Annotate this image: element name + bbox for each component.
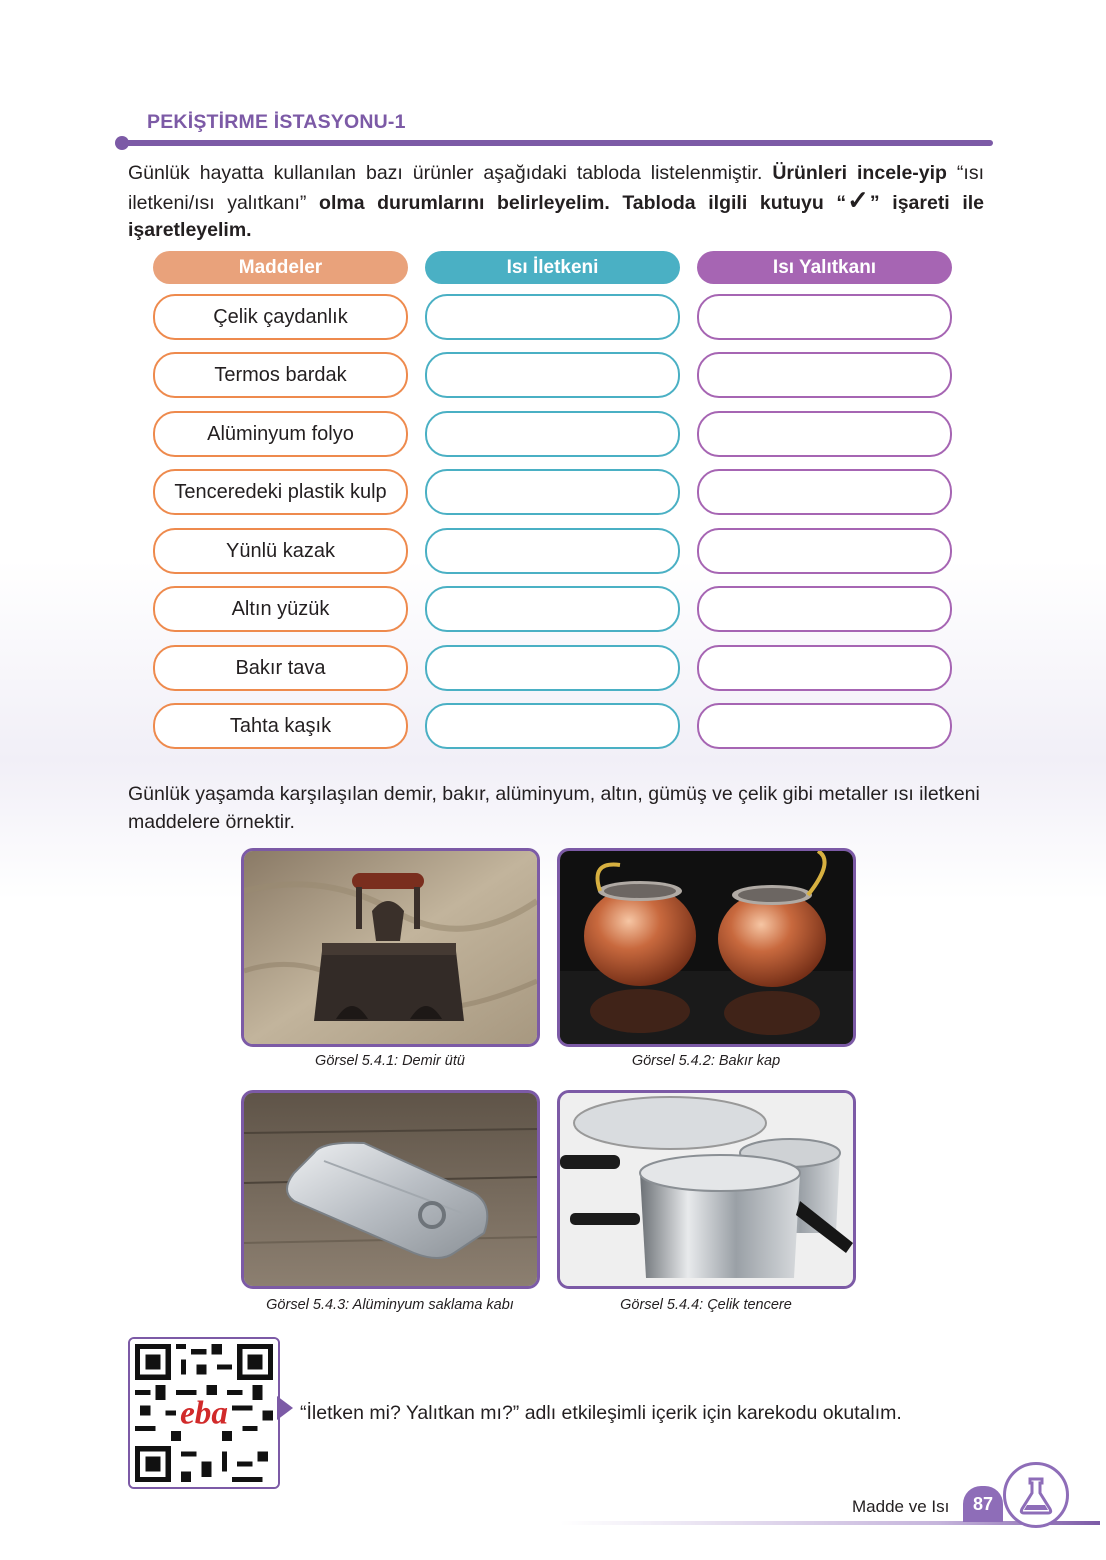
insulator-checkbox[interactable] — [697, 528, 952, 574]
flask-icon — [1003, 1462, 1069, 1528]
insulator-checkbox[interactable] — [697, 352, 952, 398]
figure-caption: Görsel 5.4.1: Demir ütü — [315, 1053, 465, 1069]
intro-bold-3: ” işareti ile işaretleyelim. — [128, 192, 985, 241]
table-row — [0, 703, 1106, 749]
header-isi-iletkeni: Isı İletkeni — [425, 251, 680, 284]
conductor-checkbox[interactable] — [425, 411, 680, 457]
conductor-checkbox[interactable] — [425, 352, 680, 398]
material-cell: Altın yüzük — [153, 586, 408, 632]
header-maddeler: Maddeler — [153, 251, 408, 284]
intro-bold-1: Ürünleri incele-yip — [772, 162, 947, 184]
aluminium-tin-photo — [241, 1090, 540, 1289]
page-number: 87 — [963, 1486, 1003, 1522]
intro-text-1: Günlük hayatta kullanılan bazı ürünler aşağıdaki tabloda listelenmiştir. — [128, 162, 773, 184]
material-cell: Termos bardak — [153, 352, 408, 398]
material-cell: Tahta kaşık — [153, 703, 408, 749]
table-row — [0, 645, 1106, 691]
table-row — [0, 352, 1106, 398]
material-cell: Tenceredeki plastik kulp — [153, 469, 408, 515]
material-cell: Bakır tava — [153, 645, 408, 691]
iron-photo — [241, 848, 540, 1047]
table-row — [0, 294, 1106, 340]
conductor-checkbox[interactable] — [425, 586, 680, 632]
title-underline — [121, 140, 993, 146]
insulator-checkbox[interactable] — [697, 469, 952, 515]
intro-text-2: “ısı iletkeni/ısı yalıtkanı” — [128, 162, 984, 214]
checkmark-icon: ✓ — [847, 185, 869, 215]
insulator-checkbox[interactable] — [697, 645, 952, 691]
material-cell: Alüminyum folyo — [153, 411, 408, 457]
table-row — [0, 411, 1106, 457]
insulator-checkbox[interactable] — [697, 586, 952, 632]
section-title: PEKİŞTİRME İSTASYONU-1 — [147, 111, 406, 133]
figure-caption: Görsel 5.4.3: Alüminyum saklama kabı — [266, 1297, 514, 1313]
intro-bold-2: olma durumlarını belirleyelim. Tabloda ilgili kutuyu “ — [319, 192, 847, 214]
qr-code[interactable] — [128, 1337, 280, 1489]
figure-caption: Görsel 5.4.2: Bakır kap — [631, 1053, 781, 1069]
header-isi-yalitkani: Isı Yalıtkanı — [697, 251, 952, 284]
copper-pot-photo — [557, 848, 856, 1047]
conductor-checkbox[interactable] — [425, 645, 680, 691]
material-cell: Çelik çaydanlık — [153, 294, 408, 340]
material-cell: Yünlü kazak — [153, 528, 408, 574]
insulator-checkbox[interactable] — [697, 294, 952, 340]
conductor-checkbox[interactable] — [425, 528, 680, 574]
table-row — [0, 528, 1106, 574]
steel-pot-photo — [557, 1090, 856, 1289]
metals-paragraph: Günlük yaşamda karşılaşılan demir, bakır, alüminyum, altın, gümüş ve çelik gibi metaller ısı iletkeni maddelere örnektir. — [128, 783, 980, 833]
conductor-checkbox[interactable] — [425, 703, 680, 749]
insulator-checkbox[interactable] — [697, 703, 952, 749]
conductor-checkbox[interactable] — [425, 469, 680, 515]
conductor-checkbox[interactable] — [425, 294, 680, 340]
table-row — [0, 469, 1106, 515]
eba-logo: eba — [180, 1394, 228, 1432]
table-row — [0, 586, 1106, 632]
qr-instruction: “İletken mi? Yalıtkan mı?” adlı etkileşimli içerik için karekodu okutalım. — [300, 1402, 902, 1424]
figure-caption: Görsel 5.4.4: Çelik tencere — [620, 1297, 792, 1313]
chapter-name: Madde ve Isı — [852, 1497, 950, 1516]
insulator-checkbox[interactable] — [697, 411, 952, 457]
intro-instructions — [128, 160, 984, 244]
qr-pointer-arrow — [277, 1396, 293, 1420]
